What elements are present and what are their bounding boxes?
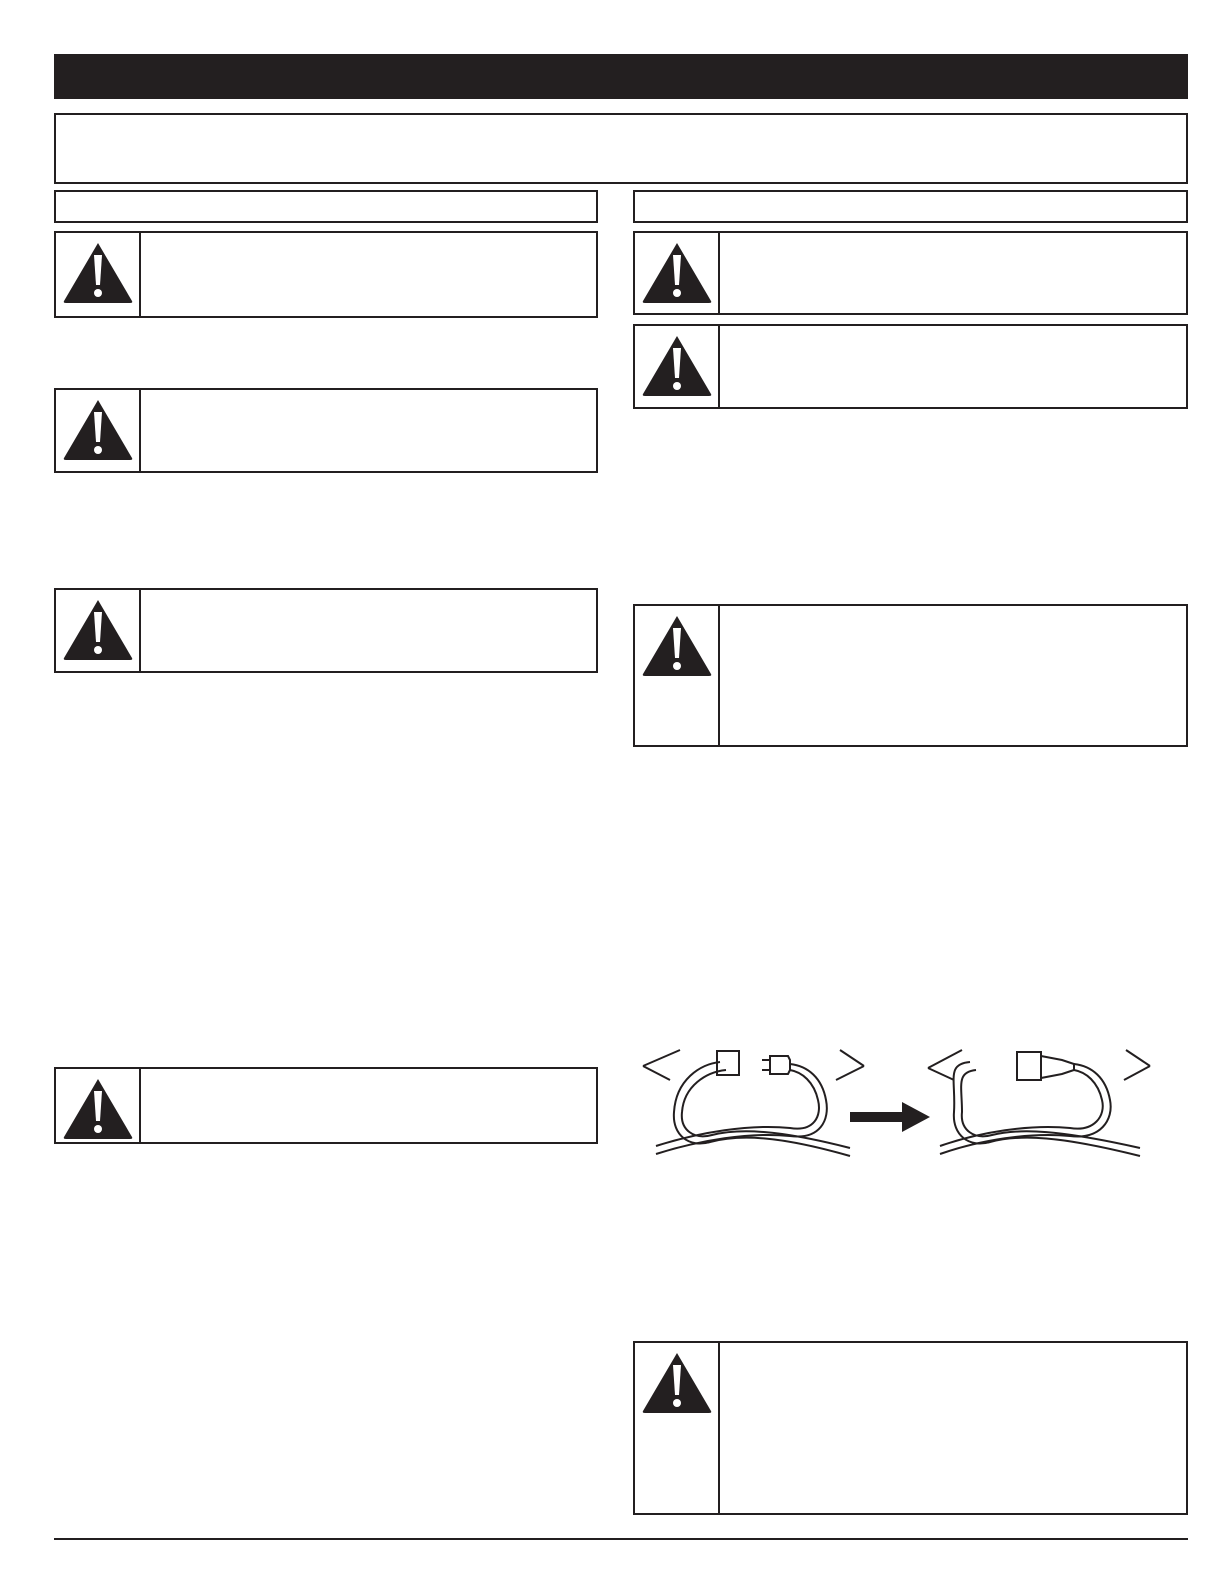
warning-text <box>141 1069 596 1142</box>
warning-icon-cell <box>635 606 720 745</box>
warning-icon-cell <box>56 590 141 671</box>
warning-text <box>141 590 596 671</box>
warning-triangle-icon <box>641 241 713 305</box>
left-section-heading-box <box>54 190 598 223</box>
warning-icon-cell <box>635 1343 720 1513</box>
warning-triangle-icon <box>62 398 134 462</box>
intro-box <box>54 113 1188 184</box>
warning-text <box>720 1343 1186 1513</box>
warning-triangle-icon <box>62 598 134 662</box>
warning-box <box>633 1341 1188 1515</box>
warning-box <box>633 231 1188 315</box>
warning-text <box>720 606 1186 745</box>
warning-box <box>54 588 598 673</box>
warning-icon-cell <box>56 390 141 471</box>
warning-box <box>633 324 1188 409</box>
warning-icon-cell <box>635 233 720 313</box>
warning-triangle-icon <box>641 334 713 398</box>
extension-cord-knot-illustration <box>640 1040 1180 1180</box>
warning-text <box>141 390 596 471</box>
warning-icon-cell <box>56 1069 141 1142</box>
warning-text <box>720 233 1186 313</box>
warning-box <box>54 231 598 318</box>
warning-triangle-icon <box>641 1351 713 1415</box>
warning-text <box>141 233 596 316</box>
warning-box <box>54 1067 598 1144</box>
warning-triangle-icon <box>62 241 134 305</box>
right-arrow-icon <box>850 1102 930 1132</box>
warning-box <box>633 604 1188 747</box>
warning-icon-cell <box>635 326 720 407</box>
warning-triangle-icon <box>641 614 713 678</box>
warning-box <box>54 388 598 473</box>
cord-knot-figure <box>640 1040 1180 1180</box>
page-title-bar <box>54 54 1188 99</box>
footer-rule <box>54 1538 1188 1540</box>
warning-icon-cell <box>56 233 141 316</box>
warning-triangle-icon <box>62 1077 134 1141</box>
warning-text <box>720 326 1186 407</box>
right-section-heading-box <box>633 190 1188 223</box>
